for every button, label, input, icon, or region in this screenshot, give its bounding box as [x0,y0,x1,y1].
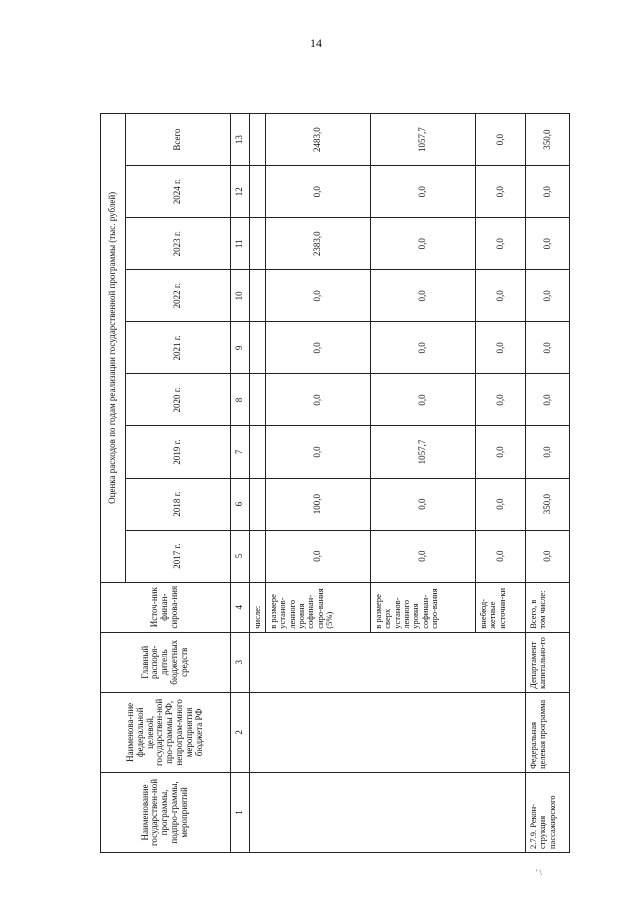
index-row [230,114,249,853]
rotated-table-container [100,113,570,853]
value-cell: 2383,0 [266,218,371,270]
value-cell: 0,0 [526,270,570,322]
value-cell: 0,0 [266,374,371,426]
value-cell: 0,0 [476,478,526,530]
index-cell: 11 [230,218,249,270]
value-cell: 0,0 [266,322,371,374]
funding-source-cell: в размере установ-ленного уровня софинан-сиро-вания (5%) [266,582,371,632]
value-cell: 0,0 [371,270,476,322]
value-cell: 0,0 [526,530,570,582]
header-funding-source: Источ-ник финан-сирова-ния [101,582,231,632]
value-cell: 100,0 [266,478,371,530]
index-cell: 9 [230,322,249,374]
header-federal-program: Наименова-ние федеральной целевой, государствен-ной про-граммы РФ, непрограм-много мероприятия бюджета РФ [101,692,231,772]
header-budget-manager: Главный распоря-дитель бюджетных средств [101,632,231,692]
index-cell: 10 [230,270,249,322]
table-row [526,114,570,853]
value-cell: 0,0 [371,478,476,530]
header-program-name: Наименование государствен-ной программы, подпро-граммы, мероприятий [101,772,231,852]
header-year: 2017 г. [126,530,231,582]
budget-table [100,113,570,853]
header-year: 2024 г. [126,166,231,218]
header-year: 2023 г. [126,218,231,270]
empty-cell [249,692,525,772]
value-cell [249,374,265,426]
header-total: Всего [126,114,231,166]
funding-source-cell: внебюд-жетные источни-ки [476,582,526,632]
value-cell: 350,0 [526,114,570,166]
corner-mark: ' \ [536,868,542,877]
funding-source-cell: числе: [249,582,265,632]
value-cell [249,166,265,218]
value-cell: 0,0 [476,374,526,426]
value-cell: 0,0 [526,322,570,374]
value-cell [249,114,265,166]
value-cell [249,530,265,582]
value-cell [249,478,265,530]
index-cell: 5 [230,530,249,582]
index-cell: 13 [230,114,249,166]
value-cell: 0,0 [371,530,476,582]
value-cell: 0,0 [476,322,526,374]
header-year: 2020 г. [126,374,231,426]
value-cell: 2483,0 [266,114,371,166]
value-cell: 1057,7 [371,114,476,166]
value-cell: 350,0 [526,478,570,530]
index-cell: 6 [230,478,249,530]
value-cell: 0,0 [371,166,476,218]
index-cell: 7 [230,426,249,478]
page-number: 14 [310,36,322,50]
value-cell: 0,0 [526,166,570,218]
budget-manager-cell: Департамент капитально-го [526,632,570,692]
funding-source-cell: Всего, в том числе: [526,582,570,632]
value-cell: 0,0 [266,166,371,218]
index-cell: 8 [230,374,249,426]
index-cell: 1 [230,772,249,852]
value-cell: 0,0 [266,270,371,322]
value-cell: 1057,7 [371,426,476,478]
value-cell: 0,0 [526,218,570,270]
value-cell: 0,0 [266,426,371,478]
value-cell [249,426,265,478]
value-cell: 0,0 [526,374,570,426]
value-cell: 0,0 [476,166,526,218]
header-year: 2018 г. [126,478,231,530]
value-cell [249,322,265,374]
value-cell [249,218,265,270]
value-cell: 0,0 [371,374,476,426]
value-cell: 0,0 [476,426,526,478]
value-cell: 0,0 [266,530,371,582]
header-estimate: Оценка расходов по годам реализации государственной программы (тыс. рублей) [101,114,126,583]
value-cell: 0,0 [476,530,526,582]
value-cell: 0,0 [476,270,526,322]
empty-cell [249,632,525,692]
header-year: 2022 г. [126,270,231,322]
value-cell: 0,0 [476,218,526,270]
index-cell: 12 [230,166,249,218]
value-cell: 0,0 [371,218,476,270]
value-cell: 0,0 [526,426,570,478]
federal-program-cell: Федеральная целевая программа [526,692,570,772]
empty-cell [249,772,525,852]
value-cell [249,270,265,322]
header-year: 2019 г. [126,426,231,478]
table-row [249,114,265,853]
index-cell: 2 [230,692,249,772]
funding-source-cell: в размере сверх установ-ленного уровня софинан-сиро-вания [371,582,476,632]
index-cell: 4 [230,582,249,632]
header-year: 2021 г. [126,322,231,374]
value-cell: 0,0 [371,322,476,374]
header-row [101,114,126,853]
value-cell: 0,0 [476,114,526,166]
program-name-cell: 2.7.9. Рекон-струкция пассажирского [526,772,570,852]
index-cell: 3 [230,632,249,692]
